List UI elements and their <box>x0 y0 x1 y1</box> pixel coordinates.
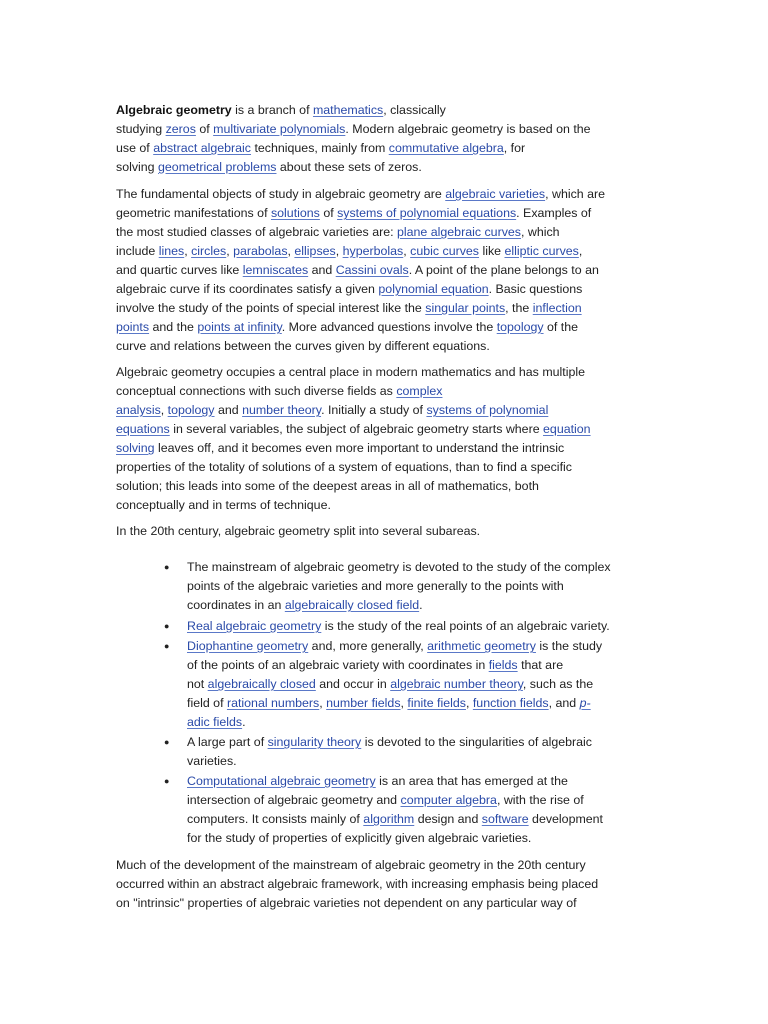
link-lemniscates[interactable]: lemniscates <box>242 263 309 277</box>
bullet-icon: ● <box>164 621 170 631</box>
link-p-adic-fields[interactable]: p- <box>579 696 591 710</box>
text-line <box>116 856 656 875</box>
text: . A point of the plane belongs to an <box>408 263 599 277</box>
text: , for <box>503 141 526 155</box>
bullet-icon: ● <box>164 562 170 572</box>
text: , <box>184 244 192 258</box>
text: of the <box>543 320 579 334</box>
link-number-theory[interactable]: number theory <box>242 403 322 417</box>
text: intersection of algebraic geometry and <box>187 793 401 807</box>
text: , and <box>548 696 580 710</box>
text-line <box>187 772 657 791</box>
text-line <box>116 458 656 477</box>
bullet-icon: ● <box>164 776 170 786</box>
subareas-paragraph <box>116 522 656 541</box>
text: of the points of an algebraic variety with coordinates in <box>187 658 489 672</box>
text-line <box>187 713 657 732</box>
text-line <box>116 894 656 913</box>
text: and, more generally, <box>308 639 428 653</box>
link-algebraically-closed[interactable]: algebraically closed <box>207 677 316 691</box>
text: is the study of the real points of an algebraic variety. <box>321 619 610 633</box>
text: and <box>308 263 336 277</box>
text: of <box>195 122 214 136</box>
link-equation-solving[interactable]: equation <box>543 422 591 436</box>
text: , <box>578 244 583 258</box>
text-line <box>116 120 656 139</box>
text: , <box>160 403 168 417</box>
link-computational-algebraic-geometry[interactable]: Computational algebraic geometry <box>187 774 376 788</box>
link-singular-points[interactable]: singular points <box>425 301 506 315</box>
link-arithmetic-geometry[interactable]: arithmetic geometry <box>427 639 536 653</box>
text: , the <box>505 301 533 315</box>
text: is devoted to the singularities of algebraic <box>361 735 593 749</box>
text: occurred within an abstract algebraic framework, with increasing emphasis being placed <box>116 877 599 891</box>
bullet-icon: ● <box>164 641 170 651</box>
link-polynomial-equation[interactable]: polynomial equation <box>378 282 489 296</box>
text: in several variables, the subject of algebraic geometry starts where <box>169 422 544 436</box>
text-line <box>187 656 657 675</box>
text: , <box>400 696 408 710</box>
link-software[interactable]: software <box>481 812 529 826</box>
text: coordinates in an <box>187 598 285 612</box>
text: techniques, mainly from <box>251 141 389 155</box>
text-line <box>187 675 657 694</box>
link-abstract-algebraic[interactable]: abstract algebraic <box>153 141 252 155</box>
link-algebraic-varieties[interactable]: algebraic varieties <box>445 187 546 201</box>
link-equation-solving-cont[interactable]: solving <box>116 441 155 455</box>
text: , <box>335 244 343 258</box>
text: use of <box>116 141 154 155</box>
text: of <box>319 206 338 220</box>
link-algebraically-closed-field[interactable]: algebraically closed field <box>284 598 420 612</box>
text: varieties. <box>187 754 237 768</box>
development-paragraph <box>116 856 656 913</box>
text-line <box>187 810 657 829</box>
text-line <box>116 223 656 242</box>
text-line <box>187 617 657 636</box>
link-number-fields[interactable]: number fields <box>326 696 401 710</box>
link-circles[interactable]: circles <box>191 244 227 258</box>
text: is an area that has emerged at the <box>375 774 568 788</box>
text-line <box>116 158 656 177</box>
text-line <box>116 875 656 894</box>
text-line <box>116 299 656 318</box>
text: , <box>287 244 295 258</box>
link-real-algebraic-geometry[interactable]: Real algebraic geometry <box>187 619 322 633</box>
text: and <box>214 403 243 417</box>
text: and quartic curves like <box>116 263 243 277</box>
text-line <box>187 637 657 656</box>
text-line <box>116 363 656 382</box>
text-line <box>116 204 656 223</box>
text: , which <box>520 225 560 239</box>
text: , which are <box>545 187 606 201</box>
text-line <box>187 829 657 848</box>
text: is the study <box>535 639 603 653</box>
text: and the <box>149 320 198 334</box>
bold-term: Algebraic geometry <box>116 103 232 117</box>
text-line <box>116 522 656 541</box>
link-cubic-curves[interactable]: cubic curves <box>410 244 480 258</box>
link-systems-of-polynomial-equations-2[interactable]: systems of polynomial <box>426 403 549 417</box>
link-function-fields[interactable]: function fields <box>472 696 549 710</box>
link-points-at-infinity[interactable]: points at infinity <box>197 320 282 334</box>
text: not <box>187 677 208 691</box>
link-parabolas[interactable]: parabolas <box>233 244 288 258</box>
text: , <box>465 696 473 710</box>
link-lines[interactable]: lines <box>158 244 185 258</box>
text-line <box>116 337 656 356</box>
text: A large part of <box>187 735 268 749</box>
link-cassini-ovals[interactable]: Cassini ovals <box>335 263 409 277</box>
central-place-paragraph <box>116 363 656 515</box>
text: The mainstream of algebraic geometry is devoted to the study of the complex <box>187 560 611 574</box>
text: and occur in <box>315 677 391 691</box>
text-line <box>187 596 657 615</box>
text: . <box>242 715 246 729</box>
text: , <box>403 244 411 258</box>
text-line <box>116 420 656 439</box>
link-algebraic-number-theory[interactable]: algebraic number theory <box>390 677 523 691</box>
link-fields[interactable]: fields <box>488 658 518 672</box>
link-commutative-algebra[interactable]: commutative algebra <box>388 141 504 155</box>
text: solution; this leads into some of the deepest areas in all of mathematics, both <box>116 479 539 493</box>
link-plane-algebraic-curves[interactable]: plane algebraic curves <box>397 225 521 239</box>
text: In the 20th century, algebraic geometry split into several subareas. <box>116 524 481 538</box>
text-line <box>116 261 656 280</box>
text-line <box>116 496 656 515</box>
text: conceptual connections with such diverse fields as <box>116 384 397 398</box>
text: that are <box>517 658 564 672</box>
text: points of the algebraic varieties and more generally to the points with <box>187 579 564 593</box>
link-mathematics[interactable]: mathematics <box>312 103 384 117</box>
text: . <box>419 598 423 612</box>
text-line <box>187 791 657 810</box>
link-ellipses[interactable]: ellipses <box>294 244 336 258</box>
text: . More advanced questions involve the <box>281 320 497 334</box>
text-line <box>116 280 656 299</box>
text: geometric manifestations of <box>116 206 271 220</box>
text-line <box>116 101 656 120</box>
text: conceptually and in terms of technique. <box>116 498 331 512</box>
text: . Modern algebraic geometry is based on the <box>345 122 591 136</box>
link-p-adic-fields-cont[interactable]: adic fields <box>187 715 243 729</box>
text: , classically <box>383 103 446 117</box>
text-line <box>187 733 657 752</box>
text: for the study of properties of explicitly given algebraic varieties. <box>187 831 532 845</box>
text-line <box>187 752 657 771</box>
link-topology[interactable]: topology <box>496 320 544 334</box>
link-rational-numbers[interactable]: rational numbers <box>226 696 320 710</box>
text: , with the rise of <box>496 793 584 807</box>
text: , such as the <box>522 677 594 691</box>
text-line <box>116 477 656 496</box>
text: properties of the totality of solutions of a system of equations, than to find a specific <box>116 460 572 474</box>
text: . Initially a study of <box>321 403 427 417</box>
link-diophantine-geometry[interactable]: Diophantine geometry <box>187 639 309 653</box>
text-line <box>187 694 657 713</box>
link-complex-analysis-cont[interactable]: analysis <box>116 403 161 417</box>
link-solutions[interactable]: solutions <box>270 206 320 220</box>
text-line <box>187 558 657 577</box>
link-systems-of-polynomial-equations[interactable]: systems of polynomial equations <box>337 206 517 220</box>
link-inflection-points-cont[interactable]: points <box>116 320 150 334</box>
link-hyperbolas[interactable]: hyperbolas <box>342 244 404 258</box>
link-finite-fields[interactable]: finite fields <box>407 696 466 710</box>
text: involve the study of the points of special interest like the <box>116 301 426 315</box>
text: development <box>528 812 604 826</box>
bullet-icon: ● <box>164 737 170 747</box>
text: like <box>479 244 505 258</box>
text: computers. It consists mainly of <box>187 812 364 826</box>
link-algorithm[interactable]: algorithm <box>363 812 415 826</box>
text: include <box>116 244 159 258</box>
text-line <box>116 382 656 401</box>
text-line <box>116 318 656 337</box>
text: . Basic questions <box>488 282 583 296</box>
text: Algebraic geometry occupies a central place in modern mathematics and has multiple <box>116 365 586 379</box>
link-singularity-theory[interactable]: singularity theory <box>267 735 362 749</box>
link-zeros[interactable]: zeros <box>165 122 196 136</box>
text: field of <box>187 696 227 710</box>
objects-paragraph <box>116 185 656 356</box>
text: studying <box>116 122 166 136</box>
text-line <box>187 577 657 596</box>
text-line <box>116 185 656 204</box>
text-line <box>116 401 656 420</box>
text: The fundamental objects of study in algebraic geometry are <box>116 187 446 201</box>
link-complex-analysis[interactable]: complex <box>396 384 443 398</box>
text-line <box>116 242 656 261</box>
text: the most studied classes of algebraic varieties are: <box>116 225 397 239</box>
text: algebraic curve if its coordinates satisfy a given <box>116 282 379 296</box>
text: design and <box>414 812 482 826</box>
link-computer-algebra[interactable]: computer algebra <box>400 793 497 807</box>
link-geometrical-problems[interactable]: geometrical problems <box>158 160 277 174</box>
text: is a branch of <box>231 103 313 117</box>
text: , <box>319 696 327 710</box>
link-topology-2[interactable]: topology <box>167 403 215 417</box>
text: Much of the development of the mainstream of algebraic geometry in the 20th century <box>116 858 586 872</box>
text-line <box>116 139 656 158</box>
text: . Examples of <box>516 206 592 220</box>
intro-paragraph <box>116 101 656 177</box>
text: solving <box>116 160 159 174</box>
text: curve and relations between the curves given by different equations. <box>116 339 490 353</box>
text: leaves off, and it becomes even more important to understand the intrinsic <box>154 441 565 455</box>
link-elliptic-curves[interactable]: elliptic curves <box>504 244 579 258</box>
text: , <box>226 244 234 258</box>
link-multivariate-polynomials[interactable]: multivariate polynomials <box>213 122 346 136</box>
text: on "intrinsic" properties of algebraic varieties not dependent on any particular way of <box>116 896 577 910</box>
text: about these sets of zeros. <box>276 160 422 174</box>
text-line <box>116 439 656 458</box>
link-systems-of-polynomial-equations-2-cont[interactable]: equations <box>116 422 170 436</box>
link-inflection-points[interactable]: inflection <box>532 301 582 315</box>
